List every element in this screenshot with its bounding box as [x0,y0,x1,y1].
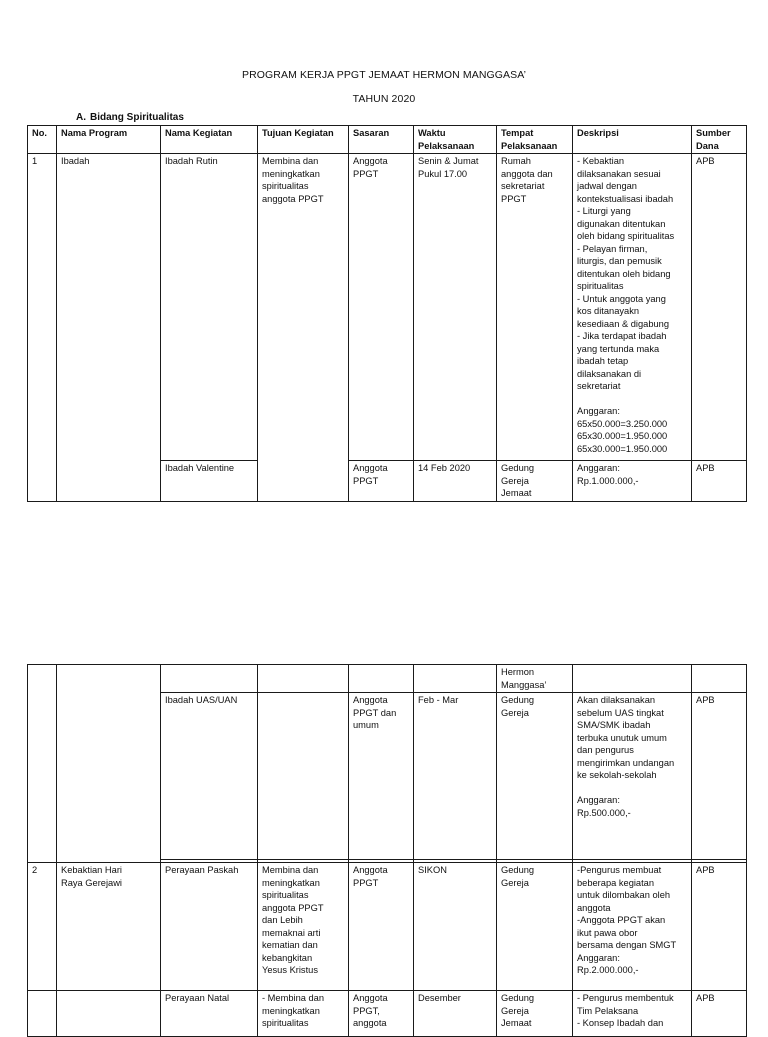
cell-no [28,991,57,1037]
cell-activity: Perayaan Natal [161,991,258,1037]
header-place: Tempat Pelaksanaan [497,126,573,154]
cell-goal: Membina dan meningkatkan spiritualitas anggota PPGT [258,154,349,502]
cell-goal [258,693,349,860]
cell-funding: APB [692,863,747,991]
cell-activity: Perayaan Paskah [161,863,258,991]
cell-time: Feb - Mar [414,693,497,860]
header-program: Nama Program [57,126,161,154]
cell-program [57,991,161,1037]
cell-target [349,665,414,693]
cell-goal: Membina dan meningkatkan spiritualitas anggota PPGT dan Lebih memaknai arti kematian dan kebangkitan Yesus Kristus [258,863,349,991]
cell-description: - Kebaktian dilaksanakan sesuai jadwal dengan kontekstualisasi ibadah - Liturgi yang digunakan ditentukan oleh bidang spiritualitas - Pelayan firman, liturgis, dan pemusik ditentukan oleh bidang spiritualitas - Untuk anggota yang kos ditanayakn kesediaan & digabung - Jika terdapat ibadah yang tertunda maka ibadah tetap dilaksanakan di sekretariat Anggaran: 65x50.000=3.250.000 65x30.000=1.950.000 65x30.000=1.950.000 [573,154,692,461]
table-row [28,665,747,693]
cell-description: Akan dilaksanakan sebelum UAS tingkat SMA/SMK ibadah terbuka unutuk umum dan pengurus mengirimkan undangan ke sekolah-sekolah Anggaran: Rp.500.000,- [573,693,692,860]
cell-description: -Pengurus membuat beberapa kegiatan untuk dilombakan oleh anggota -Anggota PPGT akan ikut pawa obor bersama dengan SMGT Anggaran: Rp.2.000.000,- [573,863,692,991]
cell-target: Anggota PPGT [349,461,414,502]
cell-description: Anggaran: Rp.1.000.000,- [573,461,692,502]
cell-no [28,665,57,863]
header-no: No. [28,126,57,154]
cell-description: - Pengurus membentuk Tim Pelaksana - Konsep Ibadah dan [573,991,692,1037]
cell-activity: Ibadah Rutin [161,154,258,461]
cell-funding: APB [692,693,747,860]
cell-no: 1 [28,154,57,502]
section-heading [76,112,184,123]
cell-no: 2 [28,863,57,991]
cell-time: 14 Feb 2020 [414,461,497,502]
document-title: PROGRAM KERJA PPGT JEMAAT HERMON MANGGASA’ [241,69,527,81]
cell-funding: APB [692,461,747,502]
cell-description [573,665,692,693]
cell-place: Rumah anggota dan sekretariat PPGT [497,154,573,461]
cell-place: Gedung Gereja [497,693,573,860]
cell-time: SIKON [414,863,497,991]
section-letter: A. [76,112,86,123]
cell-goal: - Membina dan meningkatkan spiritualitas [258,991,349,1037]
cell-funding: APB [692,991,747,1037]
header-target: Sasaran [349,126,414,154]
program-table-page-1 [27,125,747,502]
cell-activity [161,665,258,693]
cell-time [414,665,497,693]
table-row [28,154,747,461]
section-title: Bidang Spiritualitas [90,112,184,123]
header-funding: Sumber Dana [692,126,747,154]
cell-activity: Ibadah UAS/UAN [161,693,258,860]
cell-activity: Ibadah Valentine [161,461,258,502]
cell-place: Hermon Manggasa’ [497,665,573,693]
table-row [28,991,747,1037]
cell-target: Anggota PPGT [349,863,414,991]
cell-target: Anggota PPGT [349,154,414,461]
cell-funding [692,665,747,693]
header-goal: Tujuan Kegiatan [258,126,349,154]
cell-place: Gedung Gereja Jemaat [497,461,573,502]
cell-time: Desember [414,991,497,1037]
header-time: Waktu Pelaksanaan [414,126,497,154]
cell-place: Gedung Gereja [497,863,573,991]
cell-target: Anggota PPGT dan umum [349,693,414,860]
cell-time: Senin & Jumat Pukul 17.00 [414,154,497,461]
cell-place: Gedung Gereja Jemaat [497,991,573,1037]
table-header-row [28,126,747,154]
cell-target: Anggota PPGT, anggota [349,991,414,1037]
cell-goal [258,665,349,693]
cell-funding: APB [692,154,747,461]
program-table-page-2 [27,664,747,1037]
document-year: TAHUN 2020 [352,93,416,105]
header-description: Deskripsi [573,126,692,154]
cell-program: Ibadah [57,154,161,502]
table-row [28,863,747,991]
cell-program [57,665,161,863]
header-activity: Nama Kegiatan [161,126,258,154]
cell-program: Kebaktian Hari Raya Gerejawi [57,863,161,991]
